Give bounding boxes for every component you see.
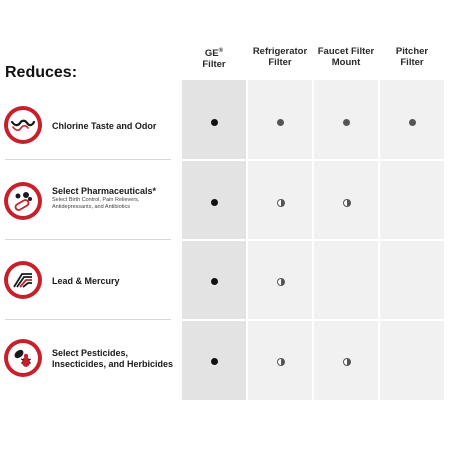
pills-icon xyxy=(4,182,42,220)
full-reduction-dot xyxy=(211,278,218,285)
partial-reduction-dot xyxy=(277,278,285,286)
row-sublabel-pharmaceuticals: Select Birth Control, Pain Relievers, Antidepressants, and Antibiotics xyxy=(52,197,140,210)
row-label-pesticides: Select Pesticides, Insecticides, and Herbicides xyxy=(52,348,174,369)
column-header-ge-filter: GE® Filter xyxy=(202,48,226,71)
partial-reduction-dot xyxy=(343,358,351,366)
row-divider xyxy=(5,319,171,320)
metal-pipes-icon xyxy=(4,261,42,299)
row-label-pharmaceuticals: Select Pharmaceuticals* Select Birth Control, Pain Relievers, Antidepressants, and Antibiotics xyxy=(52,186,177,211)
row-divider xyxy=(182,159,444,161)
full-reduction-dot xyxy=(277,119,284,126)
reduces-heading: Reduces: xyxy=(5,64,78,81)
partial-reduction-dot xyxy=(277,199,285,207)
column-header-faucet-filter-mount: Faucet Filter Mount xyxy=(317,46,375,68)
row-label-lead-mercury: Lead & Mercury xyxy=(52,276,120,286)
partial-reduction-dot xyxy=(343,199,351,207)
row-divider xyxy=(5,239,171,240)
partial-reduction-dot xyxy=(277,358,285,366)
row-divider xyxy=(182,239,444,241)
column-header-refrigerator-filter: Refrigerator Filter xyxy=(252,46,308,68)
column-header-pitcher-filter: Pitcher Filter xyxy=(395,46,429,68)
row-divider xyxy=(182,319,444,321)
water-wave-icon xyxy=(4,106,42,144)
full-reduction-dot xyxy=(343,119,350,126)
full-reduction-dot xyxy=(211,199,218,206)
full-reduction-dot xyxy=(409,119,416,126)
row-label-chlorine: Chlorine Taste and Odor xyxy=(52,121,157,131)
bug-leaf-icon xyxy=(4,339,42,377)
row-divider xyxy=(5,159,171,160)
full-reduction-dot xyxy=(211,358,218,365)
full-reduction-dot xyxy=(211,119,218,126)
